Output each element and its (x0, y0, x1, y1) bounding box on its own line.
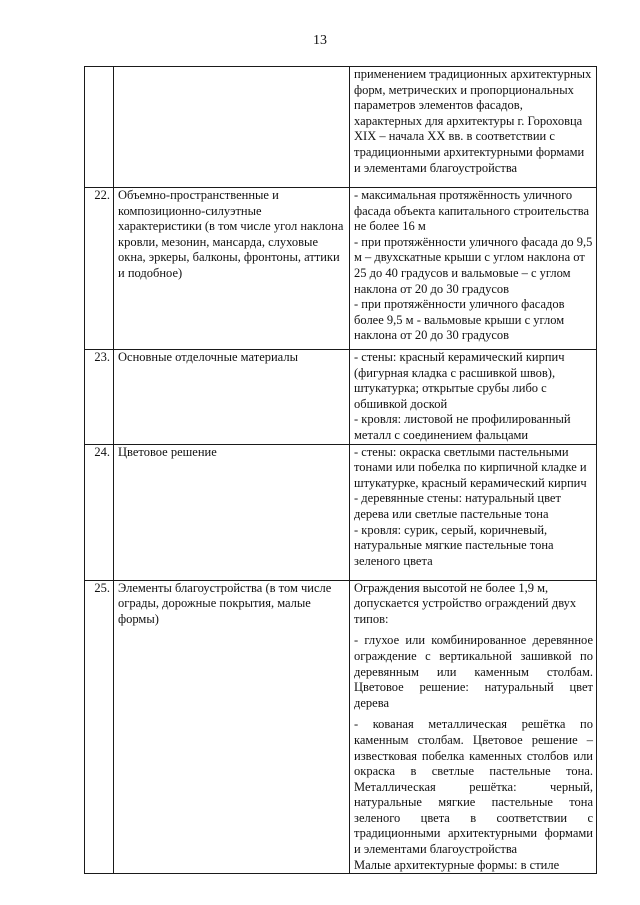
requirement-text: - при протяжённости уличного фасадов более 9,5 м - вальмовые крыши с углом наклона от 20 до 30 градусов (354, 297, 565, 343)
characteristic-name: Основные отделочные материалы (114, 350, 350, 445)
row-number: 22. (85, 188, 114, 350)
requirement-text: Малые архитектурные формы: в стиле (354, 857, 560, 872)
table-row (85, 188, 597, 350)
requirement-cell (350, 350, 597, 445)
requirement-text: - глухое или комбинированное деревянное ограждение с вертикальной зашивкой по деревянным или каменным столбам. Цветовое решение: натуральный цвет дерева (354, 633, 593, 710)
requirement-cell (350, 444, 597, 580)
requirement-text: применением традиционных архитектурных форм, метрических и пропорциональных параметров элементов фасадов, характерных для архитектуры г. Гороховца XIX – начала XX вв. в соответствии с традиционными архитектурными формами и элементами благоустройства (354, 67, 592, 175)
table-row (85, 580, 597, 874)
requirement-text: - деревянные стены: натуральный цвет дерева или светлые пастельные тона (354, 491, 561, 521)
requirement-text: - стены: красный керамический кирпич (фигурная кладка с расшивкой швов), штукатурка; открытые срубы либо с обшивкой доской (354, 350, 565, 411)
requirement-text: - кровля: листовой не профилированный металл с соединением фальцами (354, 412, 571, 442)
page-number: 13 (313, 33, 327, 48)
requirement-text: - стены: окраска светлыми пастельными тонами или побелка по кирпичной кладке и штукатурке, красный керамический кирпич (354, 444, 587, 490)
requirement-text: - кровля: сурик, серый, коричневый, натуральные мягкие пастельные тона зеленого цвета (354, 522, 554, 568)
requirement-text: - максимальная протяжённость уличного фасада объекта капитального строительства не более 16 м (354, 188, 590, 234)
row-number: 23. (85, 350, 114, 445)
requirement-text: - при протяжённости уличного фасада до 9,5 м – двухскатные крыши с углом наклона от 25 до 40 градусов и вальмовые – с углом наклона от 20 до 30 градусов (354, 234, 593, 296)
table-row (85, 350, 597, 445)
requirement-cell (350, 580, 597, 874)
row-number: 25. (85, 580, 114, 874)
requirement-text: - кованая металлическая решётка по каменным столбам. Цветовое решение – известковая побелка каменных столбов или окраска в светлые пастельные тона. Металлическая решётка: черный, натуральные мягкие пастельные тона зеленого цвета в соответствии с традиционными архитектурными формами и элементами благоустройства (354, 717, 593, 857)
row-number (85, 67, 114, 188)
characteristic-name (114, 67, 350, 188)
regulations-table (84, 66, 597, 874)
characteristic-name: Цветовое решение (114, 444, 350, 580)
requirement-cell (350, 67, 597, 188)
characteristic-name: Объемно-пространственные и композиционно-силуэтные характеристики (в том числе угол наклона кровли, мезонин, мансарда, слуховые окна, эркеры, балконы, фронтоны, аттики и подобное) (114, 188, 350, 350)
row-number: 24. (85, 444, 114, 580)
characteristic-name: Элементы благоустройства (в том числе ограды, дорожные покрытия, малые формы) (114, 580, 350, 874)
table-row (85, 444, 597, 580)
table-row (85, 67, 597, 188)
requirement-text: Ограждения высотой не более 1,9 м, допускается устройство ограждений двух типов: (354, 580, 577, 626)
requirement-cell (350, 188, 597, 350)
